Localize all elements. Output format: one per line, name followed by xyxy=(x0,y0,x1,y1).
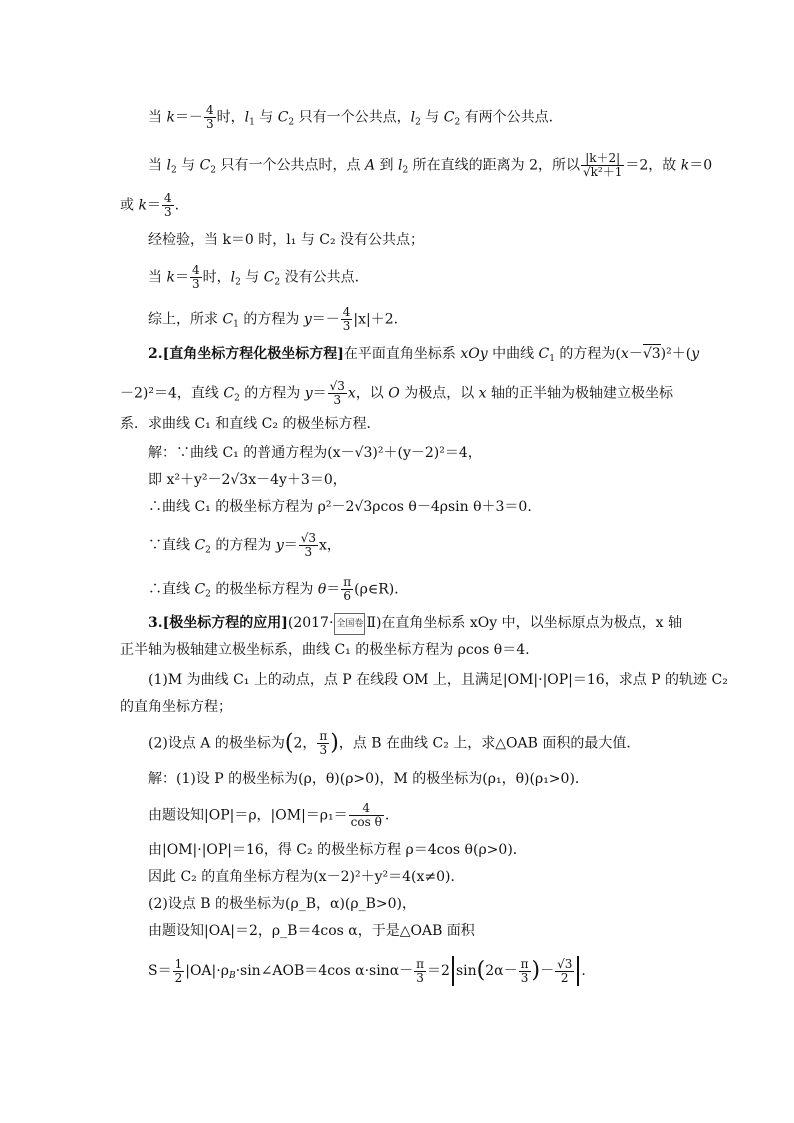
text-line: 当 k＝ $\frac{4}{3}$ 时，$l_2$ 与 $C_2$ 没有公共点． xyxy=(148,263,369,291)
exam-seal: 全国卷 xyxy=(334,613,365,635)
fraction: $\frac{1}{2}$ xyxy=(174,956,183,985)
solution-line: 因此 C₂ 的直角坐标方程为(x－2)²＋y²＝4(x≠0)． xyxy=(148,869,465,885)
fraction: $\frac{4}{3}$ xyxy=(205,103,214,131)
text: 当 xyxy=(148,109,167,126)
fraction: $\frac{4}{3}$ xyxy=(342,305,351,333)
question-2-line: 系．求曲线 C₁ 和直线 C₂ 的极坐标方程． xyxy=(120,416,381,432)
fraction: $\frac{\pi}{3}$ xyxy=(520,956,529,985)
solution-line: 解：(1)设 P 的极坐标为(ρ，θ)(ρ>0)，M 的极坐标为(ρ₁，θ)(ρ₁>0)． xyxy=(148,771,589,787)
question-3-line: 3.[极坐标方程的应用](2017· 全国卷 Ⅱ)在直角坐标系 xOy 中，以坐标原点为极点，x 轴 xyxy=(148,613,682,635)
text-line: 综上，所求 $C_1$ 的方程为 y＝－ $\frac{4}{3}$ |x|＋2. xyxy=(148,305,399,333)
solution-line: ∴曲线 C₁ 的极坐标方程为 ρ²－2√3ρcos θ－4ρsin θ＋3＝0. xyxy=(148,499,532,515)
question-3-line: (2)设点 A 的极坐标为(2， $\frac{\pi}{3}$ )，点 B 在曲线 C₂ 上，求△OAB 面积的最大值． xyxy=(148,729,641,757)
text-line: 或 k＝ $\frac{4}{3}$ . xyxy=(120,191,180,219)
question-title: 3.[极坐标方程的应用] xyxy=(148,615,288,631)
fraction: $\frac{\pi}{6}$ xyxy=(343,575,352,603)
fraction: $\frac{√3}{2}$ xyxy=(557,956,573,985)
fraction: $\frac{4}{3}$ xyxy=(191,263,200,291)
text-line: 经检验，当 k＝0 时，l₁ 与 C₂ 没有公共点； xyxy=(148,232,425,248)
solution-line: 即 x²＋y²－2√3x－4y＋3＝0， xyxy=(148,472,347,488)
question-2-line: －2)²＝4，直线 $C_2$ 的方程为 y＝ $\frac{√3}{3}$ x，以 O 为极点，以 x 轴的正半轴为极轴建立极坐标 xyxy=(120,379,674,407)
question-3-line: 正半轴为极轴建立极坐标系，曲线 C₁ 的极坐标方程为 ρcos θ＝4. xyxy=(120,642,530,658)
question-2-line: 2.[直角坐标方程化极坐标方程]在平面直角坐标系 xOy 中曲线 $C_1$ 的方程为(x－√3)²＋(y xyxy=(148,346,700,364)
question-title: 2.[直角坐标方程化极坐标方程] xyxy=(148,346,344,362)
solution-line: S＝ $\frac{1}{2}$ $|OA|\cdot\rho_B\cdot\sin\angle AOB=4\cos$ α·sinα－ $\frac{\pi}{3}$ ＝2 sin(2α－ $\frac{\pi}{3}$ )－ $\frac{√3}{2}$ . xyxy=(148,956,586,985)
fraction: $\frac{\pi}{3}$ xyxy=(416,956,425,985)
fraction: $\frac{√3}{3}$ xyxy=(329,379,345,407)
solution-line: ∴直线 $C_2$ 的极坐标方程为 θ＝ $\frac{\pi}{6}$ (ρ∈R)． xyxy=(148,575,409,603)
fraction: $\frac{4}{3}$ xyxy=(163,191,172,219)
fraction: $\frac{4}{\text{cos θ}}$ xyxy=(350,801,382,829)
fraction: $\frac{√3}{3}$ xyxy=(300,531,317,559)
solution-line: (2)设点 B 的极坐标为(ρ_B，α)(ρ_B>0)， xyxy=(148,896,416,912)
solution-line: 由题设知|OA|＝2，ρ_B＝4cos α，于是△OAB 面积 xyxy=(148,923,475,939)
solution-line: 由|OM|·|OP|＝16，得 C₂ 的极坐标方程 ρ＝4cos θ(ρ>0)． xyxy=(148,842,527,858)
solution-line: 由题设知|OP|＝ρ，|OM|＝ρ₁＝ $\frac{4}{\text{cos θ}}$ . xyxy=(148,801,390,829)
text-line: 当 k＝－ $\frac{4}{3}$ 时，$l_1$ 与 $C_2$ 只有一个公共点，$l_2$ 与 $C_2$ 有两个公共点． xyxy=(148,103,563,131)
question-3-line: 的直角坐标方程； xyxy=(120,699,232,715)
fraction: $\frac{|k+2|}{\text{√k²＋1}}$ xyxy=(583,151,623,179)
question-3-line: (1)M 为曲线 C₁ 上的动点，点 P 在线段 OM 上，且满足|OM|·|OP|＝16，求点 P 的轨迹 C₂ xyxy=(148,672,728,688)
fraction: $\frac{\pi}{3}$ xyxy=(319,729,328,757)
solution-line: ∵直线 $C_2$ 的方程为 y＝ $\frac{√3}{3}$ x， xyxy=(148,531,341,559)
solution-line: 解：∵曲线 C₁ 的普通方程为(x－√3)²＋(y－2)²＝4， xyxy=(148,445,482,461)
text-line: 当 $l_2$ 与 $C_2$ 只有一个公共点时，点 A 到 $l_2$ 所在直线的距离为 2，所以 $\frac{|k+2|}{\text{√k²＋1}}$ ＝2，故 k＝0 xyxy=(148,151,713,179)
